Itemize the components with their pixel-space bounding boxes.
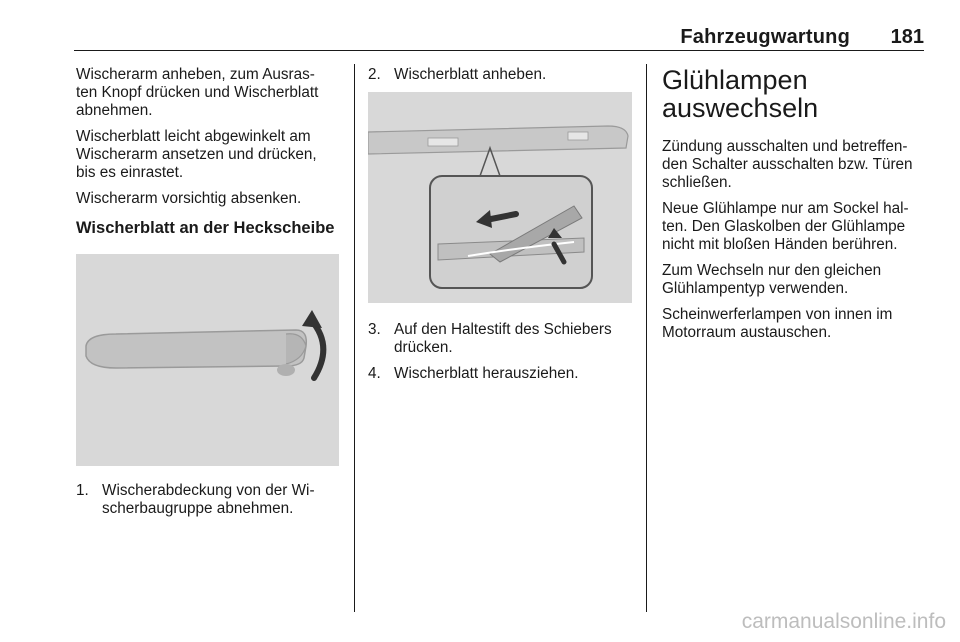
paragraph: Zum Wechseln nur den gleichen Glühlampentyp verwenden. bbox=[662, 262, 882, 297]
wiper-arm-illustration bbox=[76, 254, 339, 466]
paragraph: Wischerarm anheben, zum Ausras- ten Knopf drücken und Wischerblatt abnehmen. bbox=[76, 66, 319, 119]
section-heading: Glühlampen auswechseln bbox=[662, 65, 819, 123]
step-3 bbox=[368, 321, 632, 357]
step-text: Wischerblatt herausziehen. bbox=[394, 365, 579, 382]
section-title: Fahrzeugwartung bbox=[680, 26, 850, 48]
detail-inset bbox=[430, 176, 592, 288]
wiper-blade-illustration bbox=[368, 92, 632, 303]
column-divider-1 bbox=[354, 64, 355, 612]
column-2 bbox=[368, 66, 632, 391]
step-number: 3. bbox=[368, 321, 381, 338]
column-divider-2 bbox=[646, 64, 647, 612]
step-number: 4. bbox=[368, 365, 381, 382]
watermark: carmanualsonline.info bbox=[741, 610, 946, 633]
step-4 bbox=[368, 365, 632, 383]
header-rule bbox=[74, 50, 924, 51]
step-number: 2. bbox=[368, 66, 381, 83]
wiper-cover-figure bbox=[76, 254, 339, 466]
column-1 bbox=[76, 66, 340, 526]
subheading: Wischerblatt an der Heckscheibe bbox=[76, 219, 335, 237]
paragraph: Wischerarm vorsichtig absenken. bbox=[76, 190, 302, 207]
paragraph: Scheinwerferlampen von innen im Motorraum austauschen. bbox=[662, 306, 893, 341]
paragraph: Wischerblatt leicht abgewinkelt am Wischerarm ansetzen und drücken, bis es einrastet. bbox=[76, 128, 317, 181]
step-number: 1. bbox=[76, 482, 89, 499]
step-2 bbox=[368, 66, 632, 84]
page-header bbox=[74, 26, 924, 50]
step-text: Wischerabdeckung von der Wi- scherbaugruppe abnehmen. bbox=[102, 482, 315, 517]
column-3 bbox=[662, 66, 926, 350]
step-text: Wischerblatt anheben. bbox=[394, 66, 547, 83]
step-text: Auf den Haltestift des Schiebers drücken. bbox=[394, 321, 612, 356]
wiper-blade-figure bbox=[368, 92, 632, 303]
page-number: 181 bbox=[890, 26, 924, 48]
step-1 bbox=[76, 482, 340, 518]
paragraph: Neue Glühlampe nur am Sockel hal- ten. Den Glaskolben der Glühlampe nicht mit bloßen Händen berühren. bbox=[662, 200, 909, 253]
paragraph: Zündung ausschalten und betreffen- den Schalter ausschalten bzw. Türen schließen. bbox=[662, 138, 913, 191]
